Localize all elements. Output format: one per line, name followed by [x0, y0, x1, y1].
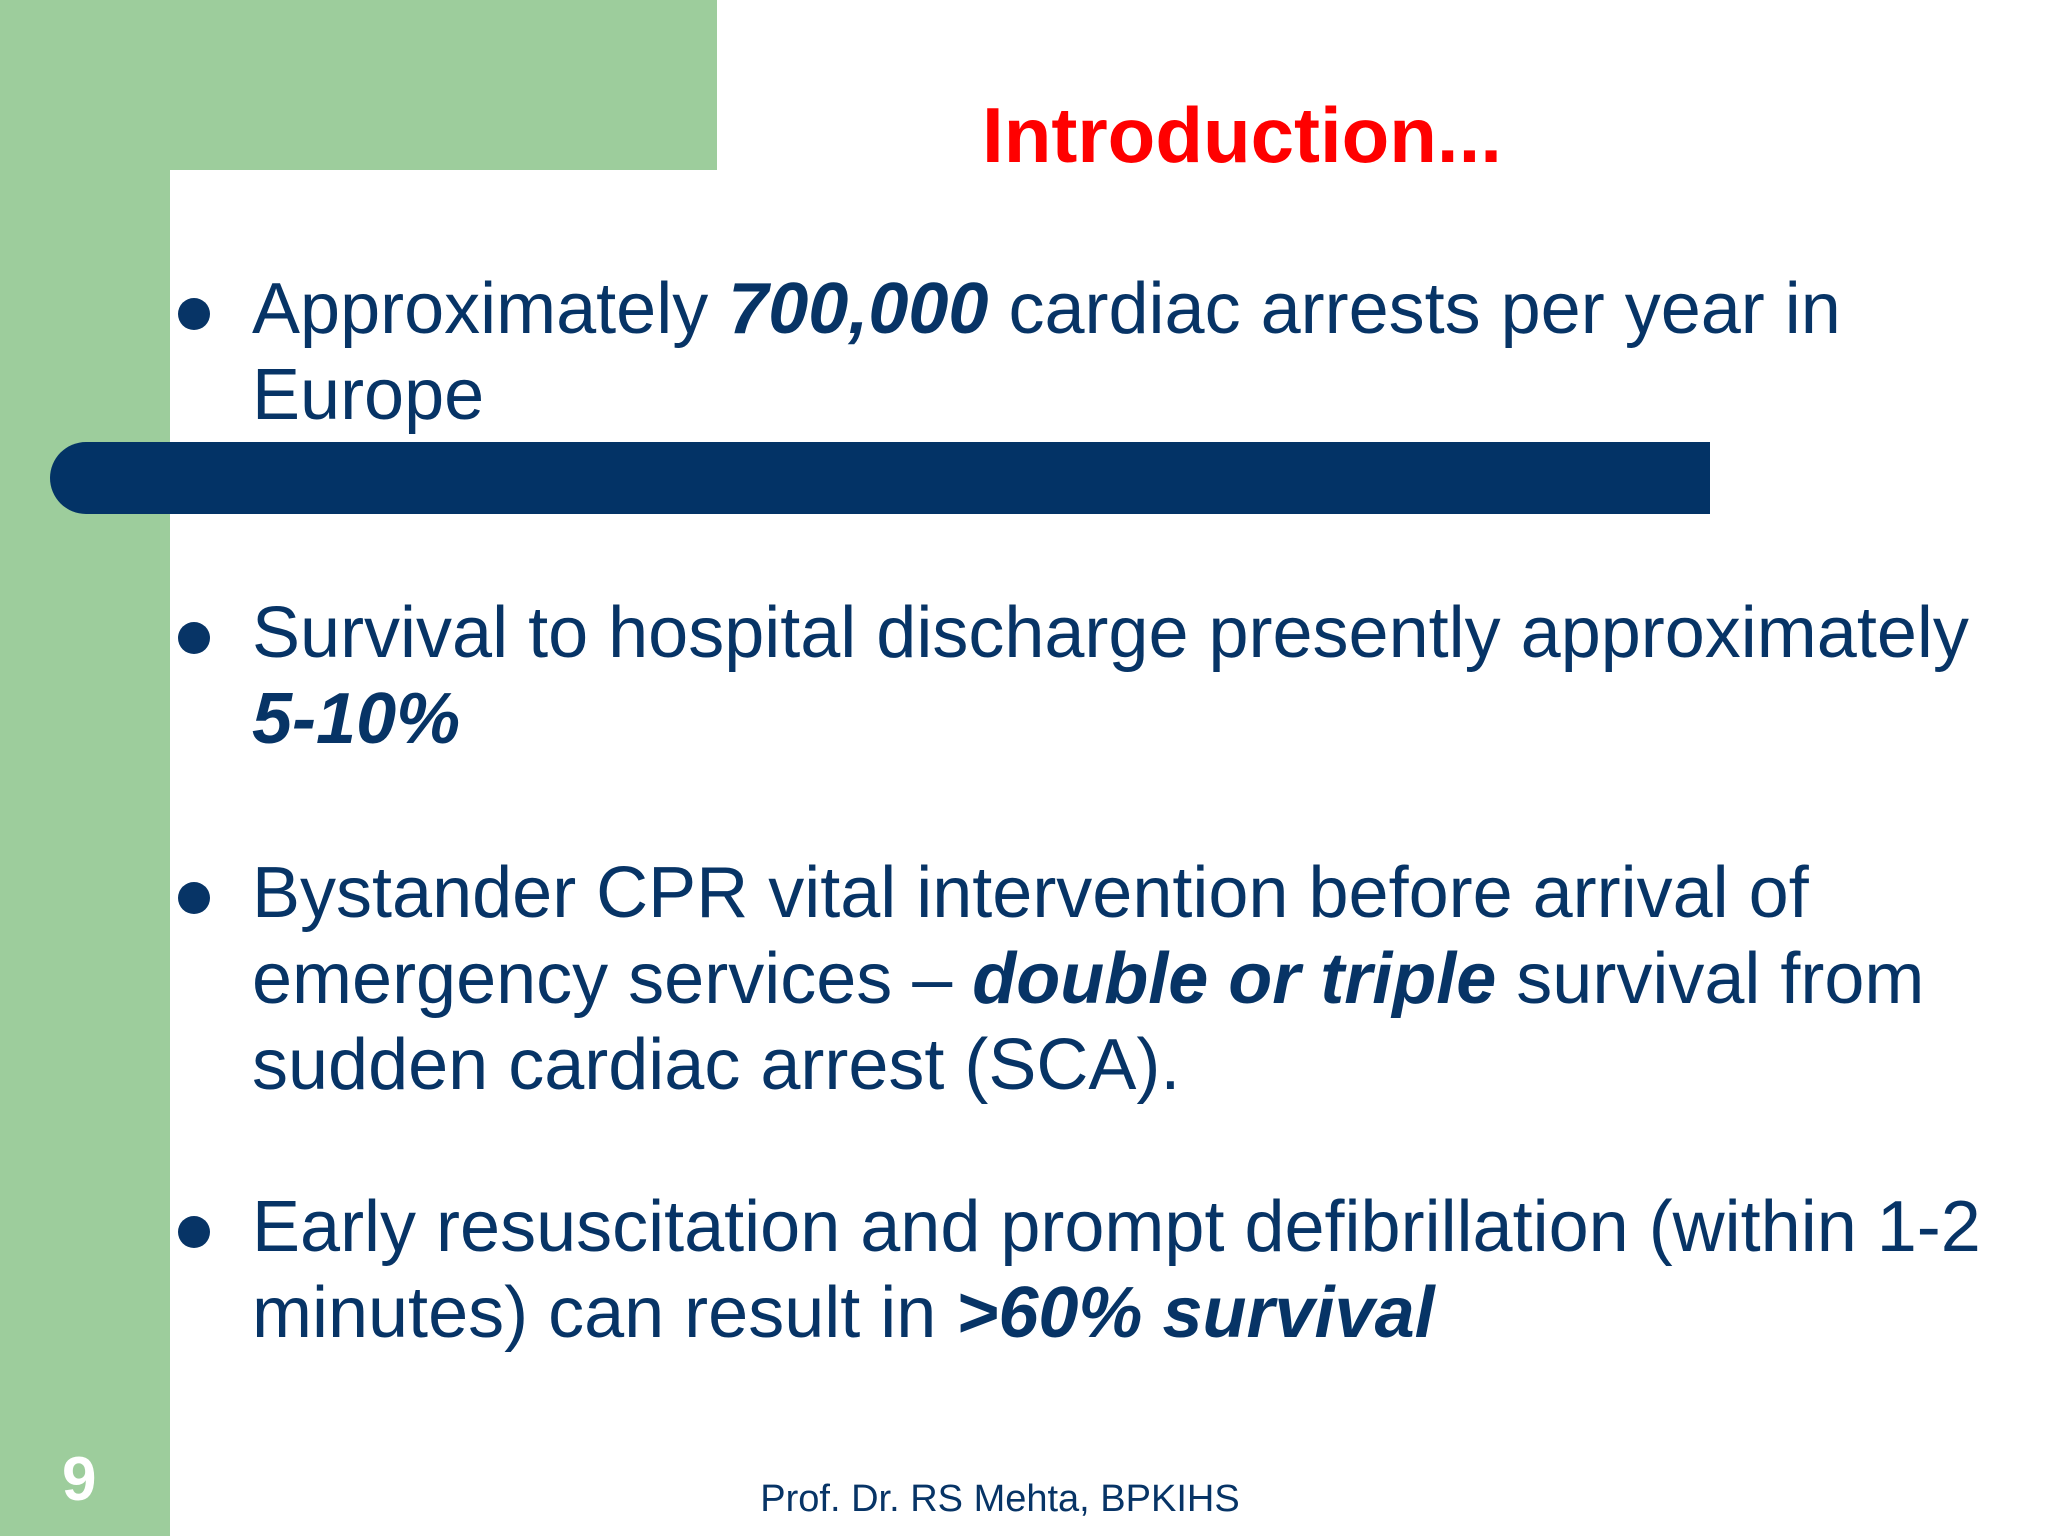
- slide-footer: Prof. Dr. RS Mehta, BPKIHS: [760, 1478, 1240, 1520]
- bullet-emphasis: >60% survival: [956, 1273, 1435, 1353]
- bullet-item-1: [178, 266, 2018, 438]
- bullet-dot-icon: [178, 1216, 210, 1248]
- bullet-item-4: [178, 1184, 2018, 1356]
- bullet-text: Survival to hospital discharge presently approximately 5-10%: [252, 593, 1969, 759]
- divider-bar: [50, 442, 1710, 514]
- bullet-dot-icon: [178, 882, 210, 914]
- bullet-text: Bystander CPR vital intervention before arrival of emergency services – double or triple survival from sudden cardiac arrest (SCA).: [252, 853, 1925, 1105]
- bullet-text: Early resuscitation and prompt defibrillation (within 1-2 minutes) can result in >60% survival: [252, 1187, 1981, 1353]
- bullet-dot-icon: [178, 622, 210, 654]
- bullet-emphasis: 700,000: [728, 269, 989, 349]
- slide-title: Introduction...: [982, 91, 1502, 179]
- bullet-dot-icon: [178, 298, 210, 330]
- bullet-emphasis: double or triple: [972, 939, 1497, 1019]
- slide-number: 9: [62, 1445, 97, 1514]
- top-accent-panel: [0, 0, 717, 170]
- left-accent-panel: [0, 0, 170, 1536]
- bullet-item-3: [178, 850, 2018, 1108]
- bullet-emphasis: 5-10%: [252, 679, 461, 759]
- bullet-text: Approximately 700,000 cardiac arrests per year in Europe: [252, 269, 1841, 435]
- bullet-item-2: [178, 590, 2018, 762]
